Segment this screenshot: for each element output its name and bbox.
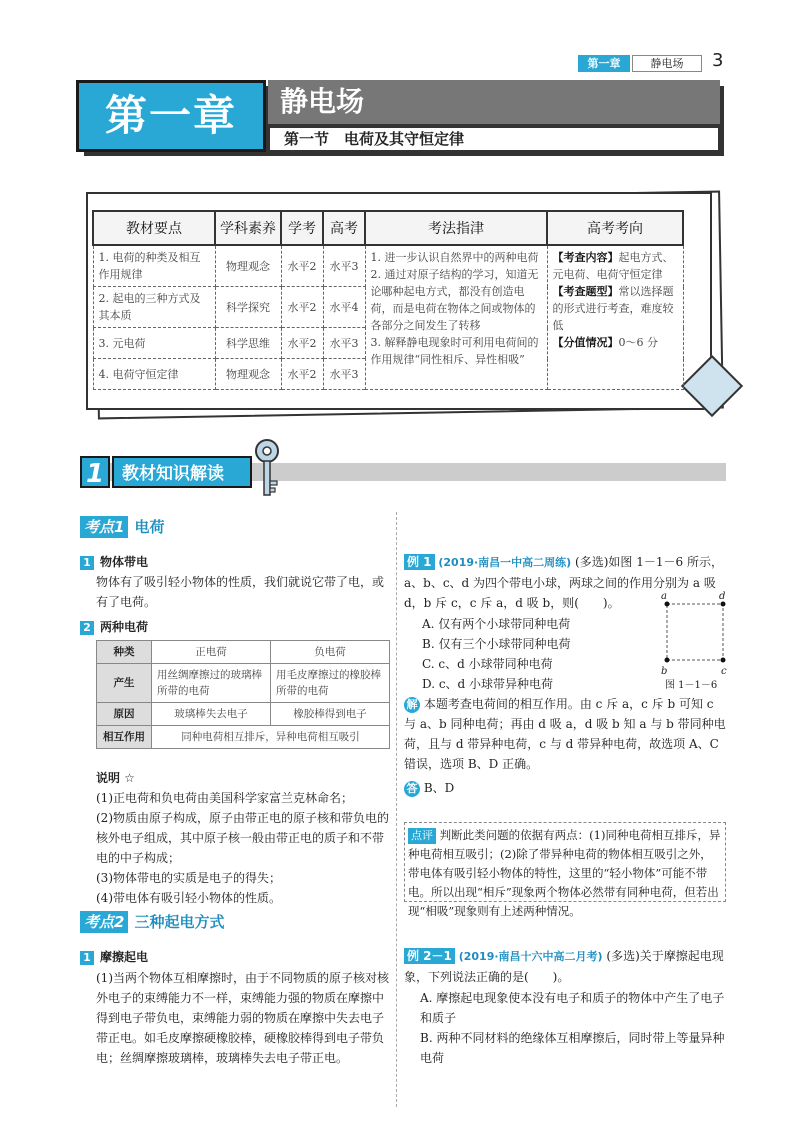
solution-icon: 解 — [404, 697, 420, 713]
sub-title: 物体带电 — [100, 555, 149, 569]
summary-xk: 水平2 — [281, 287, 323, 328]
ex2-tag: 例 2－1 — [404, 948, 455, 964]
label-b: b — [661, 666, 668, 677]
ex2-stem-block — [404, 946, 726, 987]
column-divider — [396, 512, 397, 1107]
trend-text: 起电方式、元电荷、电荷守恒定律 — [552, 251, 674, 281]
trend-text: 常以选择题的形式进行考查，难度较低 — [552, 285, 674, 332]
cell-reason-positive: 玻璃棒失去电子 — [152, 703, 271, 726]
summary-xk: 水平2 — [281, 359, 323, 390]
note-item: (1)正电荷和负电荷由美国科学家富兰克林命名； — [96, 791, 353, 805]
guide-item: 1. 进一步认识自然界中的两种电荷 — [370, 251, 539, 264]
summary-literacy: 物理观念 — [215, 245, 281, 287]
kp2-tag: 考点2 — [80, 911, 128, 933]
cell-gen-negative: 用毛皮摩擦过的橡胶棒所带的电荷 — [271, 664, 390, 703]
summary-xk: 水平2 — [281, 245, 323, 287]
label-c: c — [721, 666, 727, 677]
summary-guide — [365, 245, 547, 390]
trend-label: 【考查内容】 — [552, 251, 619, 264]
kp2-title: 三种起电方式 — [134, 913, 225, 931]
note-item: (3)物体带电的实质是电子的得失； — [96, 871, 281, 885]
sub-title: 摩擦起电 — [100, 950, 149, 964]
summary-header: 考法指津 — [365, 211, 547, 245]
ex1-answer — [404, 778, 454, 798]
kp1-heading — [80, 516, 164, 538]
ex1-option: D. c、d 小球带异种电荷 — [422, 677, 554, 691]
section-number: 1 — [80, 456, 110, 488]
charge-table-header: 种类 — [97, 641, 152, 664]
key-icon — [252, 437, 282, 499]
summary-header: 学科素养 — [215, 211, 281, 245]
charge-table-header: 相互作用 — [97, 726, 152, 749]
guide-item: 2. 通过对原子结构的学习，知道无论哪种起电方式，都没有创造电荷，而是电荷在物体之间或物体的各部分之间发生了转移 — [370, 268, 539, 332]
summary-literacy: 物理观念 — [215, 359, 281, 390]
summary-point: 2. 起电的三种方式及其本质 — [93, 287, 215, 328]
kp1-tag: 考点1 — [80, 516, 128, 538]
kp1-sub1-text: 物体有了吸引轻小物体的性质，我们就说它带了电，或有了电荷。 — [96, 575, 385, 609]
ex1-option: C. c、d 小球带同种电荷 — [422, 657, 553, 671]
label-d: d — [719, 591, 726, 602]
kp2-sub1-text: (1)当两个物体互相摩擦时，由于不同物质的原子核对核外电子的束缚能力不一样，束缚能力强的物质在摩擦中得到电子带负电，束缚能力弱的物质在摩擦中失去电子带正电。如毛皮摩擦硬橡胶棒，硬橡胶棒得到电子带负电；丝绸摩擦玻璃棒，玻璃棒失去电子带正电。 — [96, 971, 390, 1065]
ex1-tag: 例 1 — [404, 554, 435, 570]
header-chapter-tag: 第一章 — [578, 55, 630, 72]
kp1-sub1-heading — [80, 553, 148, 570]
comment-text: 判断此类问题的依据有两点：(1)同种电荷相互排斥，异种电荷相互吸引；(2)除了带异种电荷的物体相互吸引之外，带电体有吸引轻小物体的特性，这里的“轻小物体”可能不带电。所以出现“相斥”现象两个物体必然带有同种电荷，但若出现“相吸”现象则有上述两种情况。 — [408, 828, 721, 918]
summary-literacy: 科学思维 — [215, 328, 281, 359]
chapter-title: 静电场 — [268, 80, 720, 124]
ball-d — [721, 602, 726, 607]
summary-gk: 水平3 — [323, 245, 365, 287]
ball-c — [721, 658, 726, 663]
summary-gk: 水平3 — [323, 359, 365, 390]
figure-square — [667, 604, 723, 660]
trend-text: 0～6 分 — [618, 336, 658, 349]
kp2-sub1-heading — [80, 948, 148, 965]
solution-text: 本题考查电荷间的相互作用。由 c 斥 a，c 斥 b 可知 c 与 a、b 同种电荷；再由 d 吸 a，d 吸 b 知 a 与 b 带同种电荷，且与 d 带异种电荷，c 与 d 带异种电荷，故选项 A、C 错误，选项 B、D 正确。 — [404, 697, 726, 771]
ex1-option: A. 仅有两个小球带同种电荷 — [422, 617, 571, 631]
kp1-sub2-heading — [80, 618, 148, 635]
guide-item: 3. 解释静电现象时可利用电荷间的作用规律“同性相斥、异性相吸” — [370, 336, 539, 366]
ball-b — [665, 658, 670, 663]
notes-title: 说明 ☆ — [96, 771, 135, 785]
section-banner-title: 教材知识解读 — [112, 456, 252, 488]
ex2-option: B. 两种不同材料的绝缘体互相摩擦后，同时带上等量异种电荷 — [420, 1031, 725, 1065]
section-title: 第一节 电荷及其守恒定律 — [268, 126, 720, 152]
summary-header: 学考 — [281, 211, 323, 245]
charge-table — [96, 640, 390, 749]
ex1-source: (2019·南昌一中高二周练) — [438, 556, 572, 569]
notes-list — [96, 788, 392, 908]
summary-header: 高考 — [323, 211, 365, 245]
sub-number: 1 — [80, 556, 94, 570]
trend-label: 【分值情况】 — [552, 336, 619, 349]
cell-interaction: 同种电荷相互排斥，异种电荷相互吸引 — [152, 726, 390, 749]
chapter-label: 第一章 — [76, 80, 266, 152]
summary-xk: 水平2 — [281, 328, 323, 359]
answer-icon: 答 — [404, 781, 420, 797]
ex2-stem: (多选)关于摩擦起电现象，下列说法正确的是( )。 — [404, 949, 724, 984]
summary-point: 4. 电荷守恒定律 — [93, 359, 215, 390]
figure-caption: 图 1－1－6 — [665, 680, 718, 690]
ex1-options — [422, 614, 642, 694]
charge-table-header: 产生 — [97, 664, 152, 703]
ex1-comment — [408, 826, 722, 921]
sub-title: 两种电荷 — [100, 620, 149, 634]
sub-number: 2 — [80, 621, 94, 635]
summary-gk: 水平3 — [323, 328, 365, 359]
summary-table — [92, 210, 684, 390]
summary-point: 3. 元电荷 — [93, 328, 215, 359]
kp1-title: 电荷 — [134, 518, 165, 536]
comment-tag: 点评 — [408, 828, 436, 844]
figure-1-1-6 — [655, 590, 735, 690]
ex2-options — [420, 988, 726, 1068]
summary-point: 1. 电荷的种类及相互作用规律 — [93, 245, 215, 287]
page-number: 3 — [712, 50, 724, 71]
summary-gk: 水平4 — [323, 287, 365, 328]
header-title-tag: 静电场 — [632, 55, 702, 72]
ex2-option: A. 摩擦起电现象使本没有电子和质子的物体中产生了电子和质子 — [420, 991, 725, 1025]
cell-reason-negative: 橡胶棒得到电子 — [271, 703, 390, 726]
cell-positive: 正电荷 — [152, 641, 271, 664]
ex1-option: B. 仅有三个小球带同种电荷 — [422, 637, 571, 651]
cell-gen-positive: 用丝绸摩擦过的玻璃棒所带的电荷 — [152, 664, 271, 703]
kp2-heading — [80, 911, 224, 933]
summary-header: 教材要点 — [93, 211, 215, 245]
summary-trend — [547, 245, 683, 390]
ball-a — [665, 602, 670, 607]
sub-number: 1 — [80, 951, 94, 965]
ex1-solution — [404, 694, 726, 774]
cell-negative: 负电荷 — [271, 641, 390, 664]
ex1-stem: (多选)如图 1－1－6 所示，a、b、c、d 为四个带电小球，两球之间的作用分别为 a 吸 d，b 斥 c，c 斥 a，d 吸 b，则( )。 — [404, 555, 723, 610]
summary-header: 高考考向 — [547, 211, 683, 245]
summary-literacy: 科学探究 — [215, 287, 281, 328]
ex2-source: (2019·南昌十六中高二月考) — [458, 950, 603, 963]
note-item: (4)带电体有吸引轻小物体的性质。 — [96, 891, 281, 905]
note-item: (2)物质由原子构成，原子由带正电的原子核和带负电的核外电子组成，其中原子核一般由带正电的质子和不带电的中子构成； — [96, 811, 390, 865]
label-a: a — [661, 591, 667, 602]
charge-table-header: 原因 — [97, 703, 152, 726]
answer-text: B、D — [423, 781, 455, 795]
trend-label: 【考查题型】 — [552, 285, 619, 298]
